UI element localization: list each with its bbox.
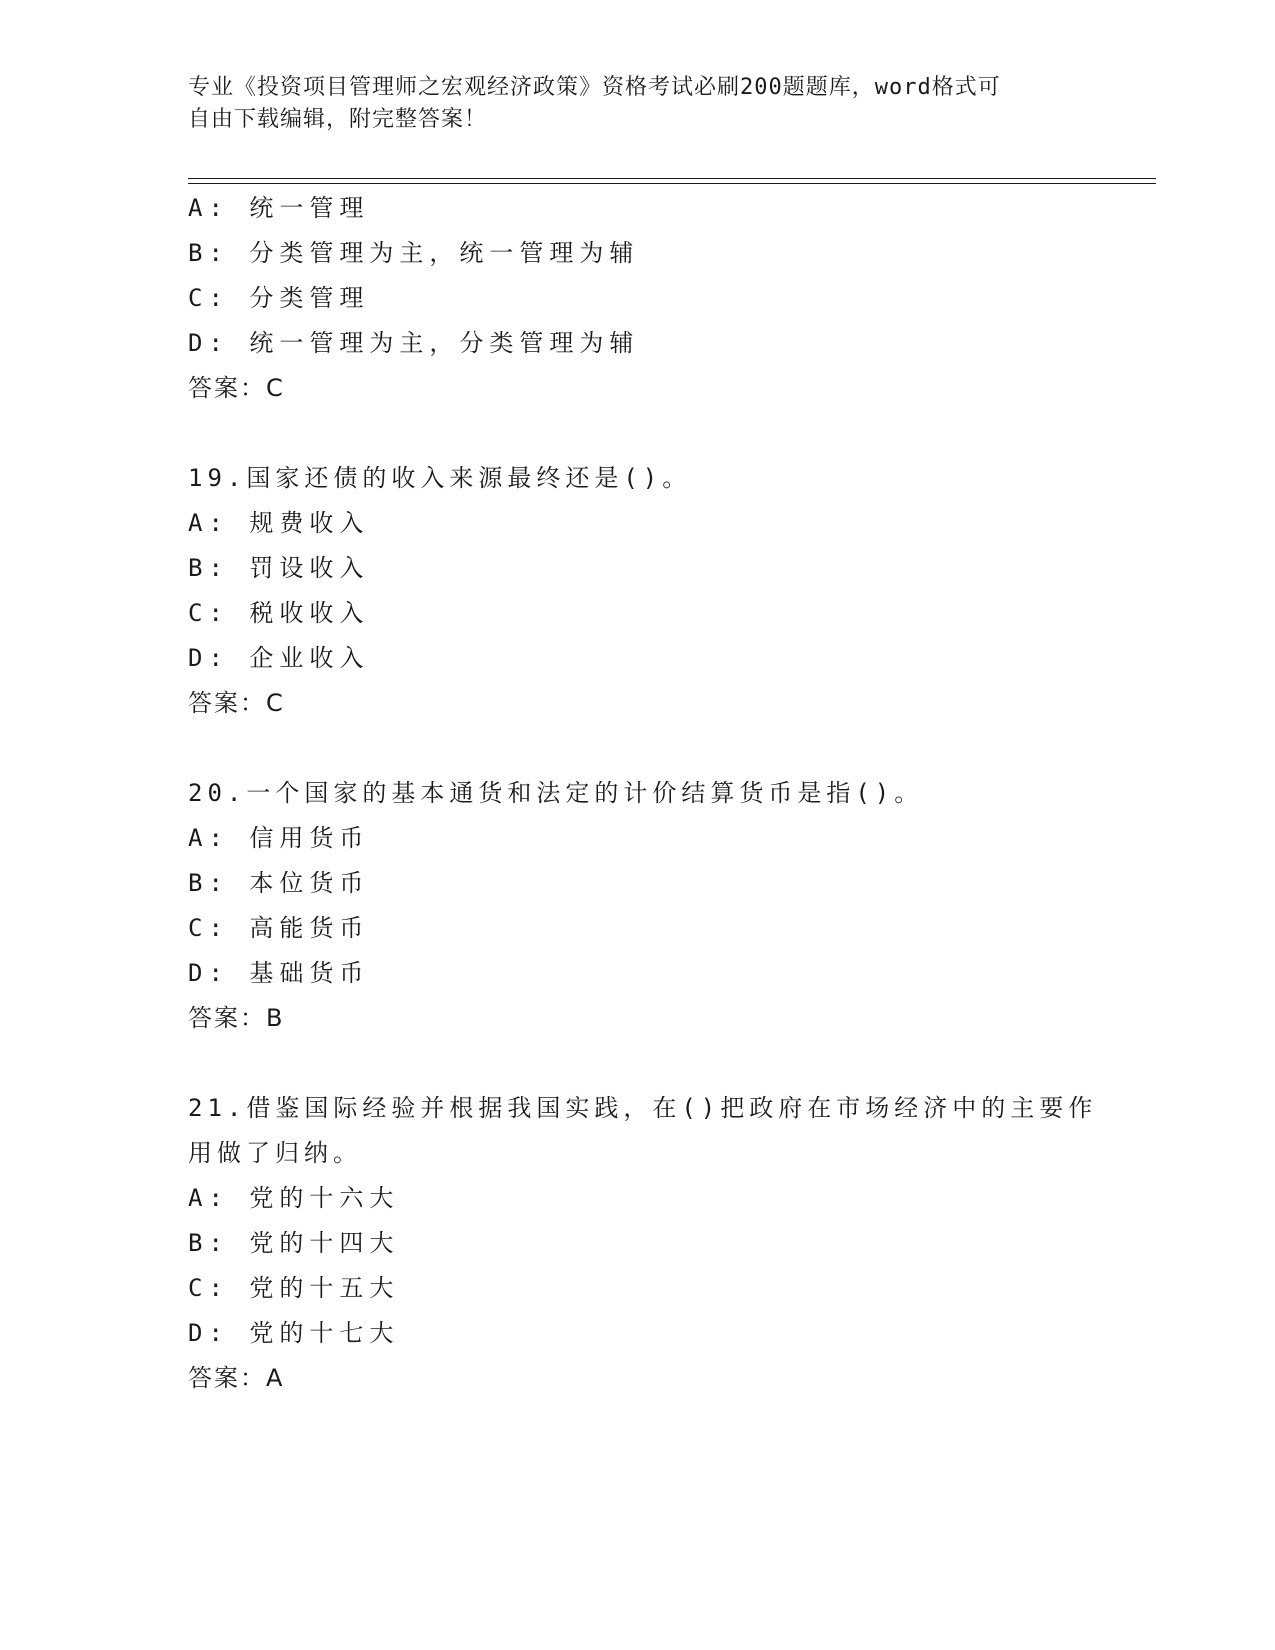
document-header — [188, 72, 1068, 136]
q19-question: 19.国家还债的收入来源最终还是()。 — [188, 464, 692, 492]
q21-question-line-1: 21.借鉴国际经验并根据我国实践，在()把政府在市场经济中的主要作 — [188, 1094, 1098, 1122]
q20-option-a: A: 信用货币 — [188, 824, 370, 852]
q20-answer: 答案：B — [188, 1004, 285, 1032]
q20-option-d: D: 基础货币 — [188, 959, 370, 987]
q21-option-d: D: 党的十七大 — [188, 1319, 400, 1347]
q21-answer: 答案：A — [188, 1364, 285, 1392]
q19-option-b: B: 罚设收入 — [188, 554, 370, 582]
q21-option-c: C: 党的十五大 — [188, 1274, 400, 1302]
q21-option-a: A: 党的十六大 — [188, 1184, 400, 1212]
q19-option-d: D: 企业收入 — [188, 644, 370, 672]
q19-option-a: A: 规费收入 — [188, 509, 370, 537]
q18-option-a: A: 统一管理 — [188, 194, 370, 222]
q19-option-c: C: 税收收入 — [188, 599, 370, 627]
q20-option-b: B: 本位货币 — [188, 869, 370, 897]
q21-option-b: B: 党的十四大 — [188, 1229, 400, 1257]
q20-option-c: C: 高能货币 — [188, 914, 370, 942]
q18-option-d: D: 统一管理为主，分类管理为辅 — [188, 329, 640, 357]
q18-answer: 答案：C — [188, 374, 285, 402]
q19-answer: 答案：C — [188, 689, 285, 717]
header-divider-bottom — [188, 183, 1156, 184]
q21-question-line-2: 用做了归纳。 — [188, 1139, 362, 1167]
q18-option-b: B: 分类管理为主，统一管理为辅 — [188, 239, 640, 267]
q20-question: 20.一个国家的基本通货和法定的计价结算货币是指()。 — [188, 779, 924, 807]
header-line-1: 专业《投资项目管理师之宏观经济政策》资格考试必刷200题题库，word格式可 — [188, 75, 1001, 100]
header-divider-top — [188, 178, 1156, 179]
header-line-2: 自由下载编辑，附完整答案！ — [188, 107, 488, 132]
q18-option-c: C: 分类管理 — [188, 284, 370, 312]
